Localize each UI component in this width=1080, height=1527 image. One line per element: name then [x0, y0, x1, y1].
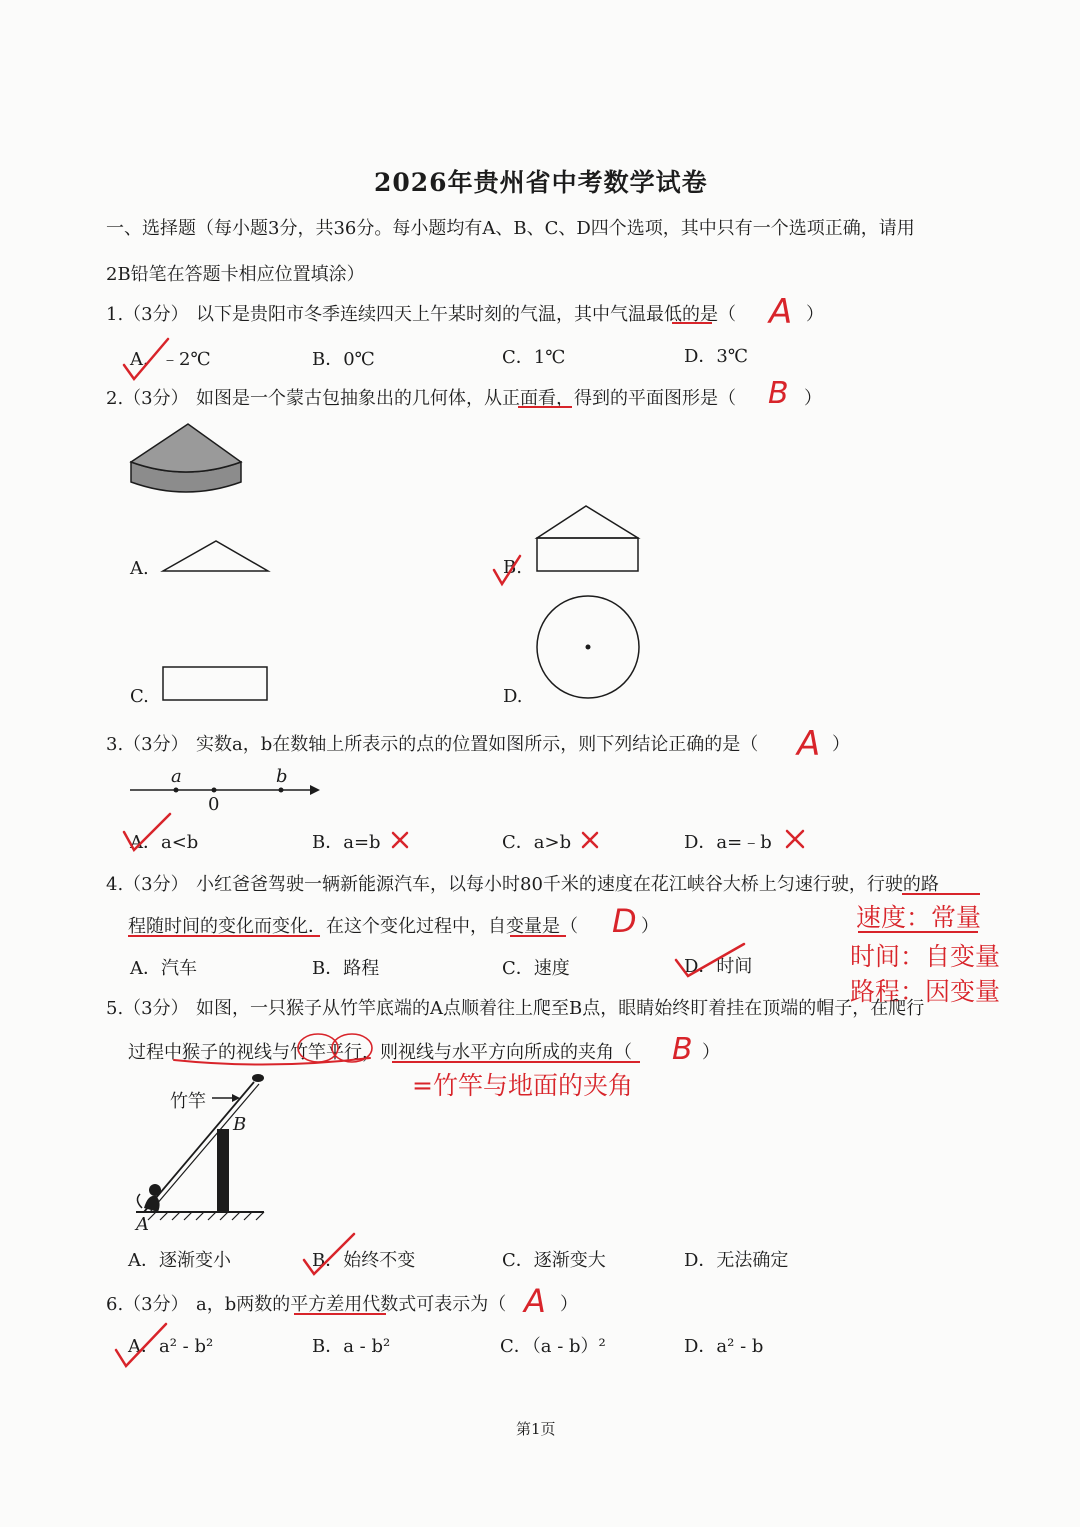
- q3-option-c: C．a>b: [502, 832, 572, 853]
- q4-underline-3: [510, 935, 566, 937]
- section-instructions-line2: 2B铅笔在答题卡相应位置填涂）: [106, 264, 365, 285]
- q6-option-b: B．a - b²: [312, 1336, 391, 1357]
- q1-close-paren: ）: [806, 304, 824, 325]
- q5-underline: [392, 1061, 640, 1063]
- q3-cross-b-icon: [390, 830, 410, 850]
- q3-option-b: B．a=b: [312, 832, 381, 853]
- q6-option-d: D．a² - b: [684, 1336, 764, 1357]
- q4-option-d: D．时间: [684, 956, 753, 977]
- q2-close-paren: ）: [804, 388, 822, 409]
- q5-stem-line2: 过程中猴子的视线与竹竿平行，则视线与水平方向所成的夹角（: [128, 1042, 632, 1063]
- q6-stem: a，b两数的平方差用代数式可表示为（: [196, 1294, 507, 1315]
- q4-checkmark-icon: [672, 940, 748, 980]
- q2-handwritten-answer: B: [768, 376, 789, 411]
- q5-handwritten-note: =竹竿与地面的夹角: [412, 1071, 633, 1100]
- q4-option-a: A．汽车: [130, 958, 197, 979]
- q5-option-c: C．逐渐变大: [502, 1250, 606, 1271]
- q2-underline-front: [518, 406, 572, 408]
- q2-option-a-triangle: [160, 538, 272, 574]
- q1-option-b: B．0℃: [312, 349, 375, 370]
- q6-underline: [294, 1313, 386, 1315]
- q4-option-b: B．路程: [312, 958, 380, 979]
- q4-note-3: 路程：因变量: [850, 977, 1001, 1006]
- q1-number: 1.（3分）: [106, 304, 189, 325]
- q2-option-d-label: D.: [503, 686, 523, 707]
- q3-option-a: A．a<b: [130, 832, 199, 853]
- q5-number: 5.（3分）: [106, 998, 189, 1019]
- q4-stem-line2: 程随时间的变化而变化．在这个变化过程中，自变量是（: [128, 916, 578, 937]
- q5-option-a: A．逐渐变小: [128, 1250, 231, 1271]
- q3-checkmark-icon: [118, 810, 178, 854]
- q2-number: 2.（3分）: [106, 388, 189, 409]
- q3-axis-label-zero: 0: [208, 794, 220, 815]
- q4-note-underline: [858, 931, 978, 933]
- q2-option-c-rectangle: [160, 664, 272, 704]
- q6-option-c: C．（a - b）²: [500, 1336, 606, 1357]
- q3-stem: 实数a，b在数轴上所表示的点的位置如图所示，则下列结论正确的是（: [196, 734, 759, 755]
- q4-stem-line1: 小红爸爸驾驶一辆新能源汽车，以每小时80千米的速度在花江峡谷大桥上匀速行驶，行驶的路: [196, 874, 939, 895]
- section-instructions-line1: 一、选择题（每小题3分，共36分。每小题均有A、B、C、D四个选项，其中只有一个选项正确，请用: [106, 218, 915, 239]
- q4-close-paren: ）: [641, 916, 659, 937]
- q4-note-1: 速度：常量: [856, 903, 982, 932]
- q5-close-paren: ）: [702, 1042, 720, 1063]
- yurt-solid-figure: [128, 420, 248, 498]
- q2-option-d-circle: [534, 594, 644, 704]
- q4-underline-1: [902, 893, 980, 895]
- q1-handwritten-answer: A: [769, 292, 793, 332]
- q3-option-d: D．a=﹣b: [684, 832, 772, 853]
- q5-option-b: B．始终不变: [312, 1250, 416, 1271]
- q6-handwritten-answer: A: [524, 1282, 546, 1320]
- q1-checkmark-icon: [118, 335, 178, 385]
- q5-checkmark-icon: [300, 1230, 360, 1278]
- q5-circled-phrase-marks: [170, 1030, 380, 1072]
- q6-checkmark-icon: [112, 1320, 172, 1370]
- q3-close-paren: ）: [832, 734, 850, 755]
- q4-note-2: 时间：自变量: [850, 942, 1001, 971]
- q3-cross-c-icon: [580, 830, 600, 850]
- q2-checkmark-icon: [490, 552, 530, 592]
- q3-number: 3.（3分）: [106, 734, 189, 755]
- page-number: 第1页: [516, 1420, 556, 1438]
- q4-underline-2: [128, 935, 320, 937]
- q2-option-b-label: B.: [503, 557, 522, 578]
- q5-label-b: B: [233, 1114, 247, 1135]
- q2-option-c-label: C.: [130, 686, 149, 707]
- q3-cross-d-icon: [784, 828, 806, 850]
- q3-axis-label-b: b: [276, 766, 288, 787]
- q6-number: 6.（3分）: [106, 1294, 189, 1315]
- q4-option-c: C．速度: [502, 958, 570, 979]
- q1-option-a: A．﹣2℃: [130, 349, 211, 370]
- q2-option-a-label: A.: [130, 558, 149, 579]
- q2-option-b-shape: [534, 504, 644, 574]
- q1-option-d: D．3℃: [684, 346, 749, 367]
- q6-close-paren: ）: [560, 1294, 578, 1315]
- q3-axis-label-a: a: [171, 766, 182, 787]
- q1-stem: 以下是贵阳市冬季连续四天上午某时刻的气温，其中气温最低的是（: [196, 304, 736, 325]
- q1-option-c: C．1℃: [502, 347, 566, 368]
- q5-label-a: A: [136, 1214, 149, 1235]
- q4-handwritten-answer: D: [612, 902, 637, 940]
- q5-handwritten-answer: B: [672, 1032, 693, 1067]
- q4-number: 4.（3分）: [106, 874, 189, 895]
- q1-underline-lowest: [672, 322, 712, 324]
- page-title: 2026年贵州省中考数学试卷: [374, 168, 708, 197]
- q5-option-d: D．无法确定: [684, 1250, 789, 1271]
- q3-number-line: [128, 780, 323, 800]
- q5-label-pole: 竹竿: [170, 1091, 206, 1112]
- q6-option-a: A．a² - b²: [128, 1336, 214, 1357]
- q2-stem: 如图是一个蒙古包抽象出的几何体，从正面看，得到的平面图形是（: [196, 388, 736, 409]
- q3-handwritten-answer: A: [797, 724, 821, 764]
- q5-stem-line1: 如图，一只猴子从竹竿底端的A点顺着往上爬至B点，眼睛始终盯着挂在顶端的帽子，在爬行: [196, 998, 925, 1019]
